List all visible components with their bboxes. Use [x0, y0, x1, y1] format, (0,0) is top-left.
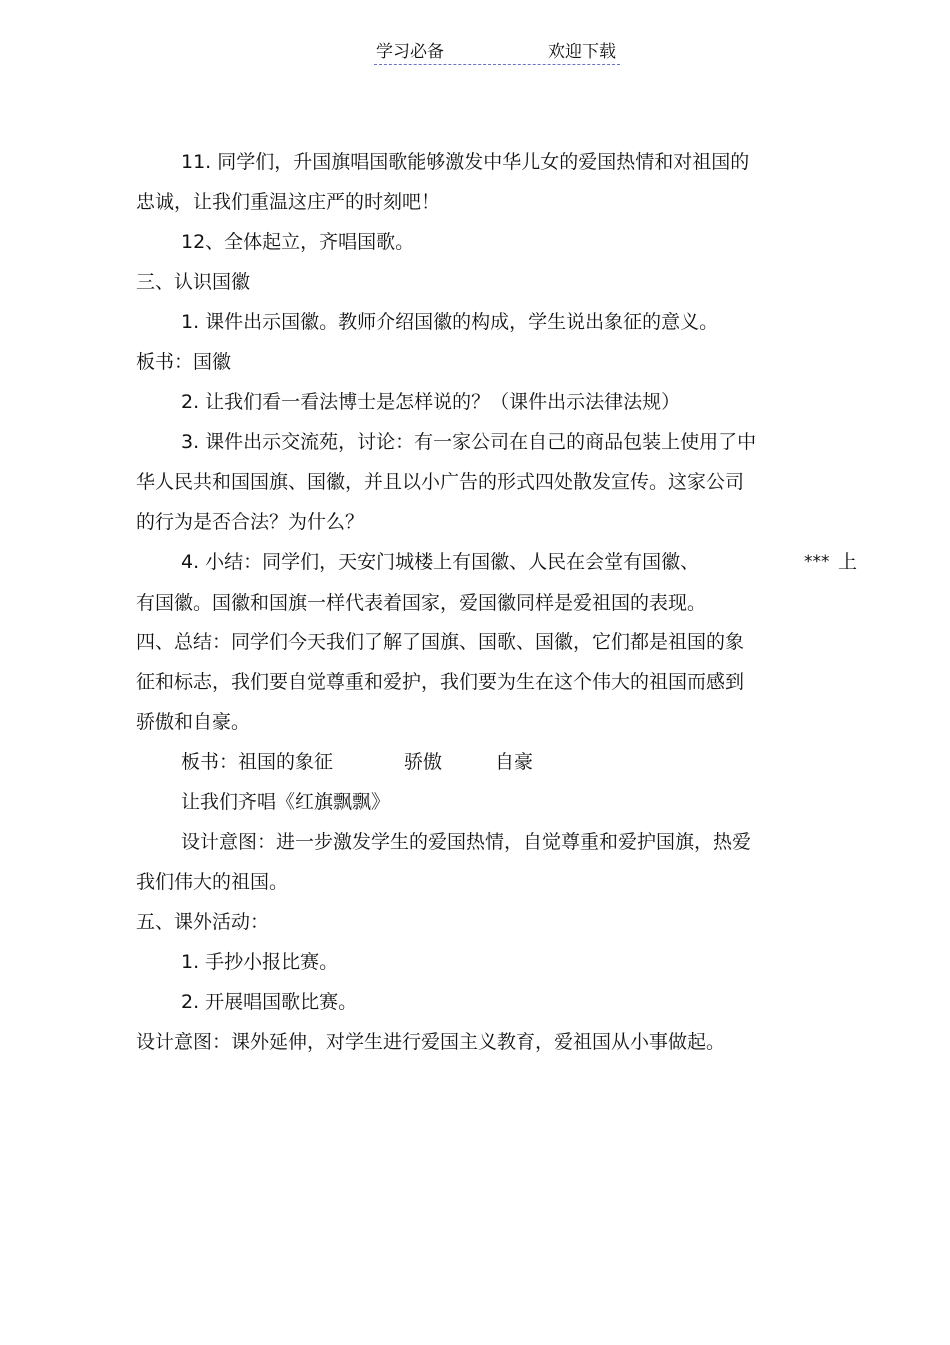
paragraph-line: 2. 开展唱国歌比赛。 [181, 991, 358, 1013]
board-note: 板书：祖国的象征 [181, 751, 334, 773]
paragraph-line: 11. 同学们，升国旗唱国歌能够激发中华儿女的爱国热情和对祖国的 [181, 151, 750, 173]
paragraph-line: 让我们齐唱《红旗飘飘》 [181, 791, 391, 813]
section-heading: 四、总结：同学们今天我们了解了国旗、国歌、国徽，它们都是祖国的象 [136, 631, 745, 653]
paragraph-line: 的行为是否合法？为什么？ [136, 511, 365, 533]
paragraph-line: 有国徽。国徽和国旗一样代表着国家，爱国徽同样是爱祖国的表现。 [136, 592, 707, 614]
paragraph-line: 设计意图：进一步激发学生的爱国热情，自觉尊重和爱护国旗，热爱 [181, 831, 752, 853]
page-header [374, 42, 620, 65]
paragraph-line: 4. 小结：同学们，天安门城楼上有国徽、人民在会堂有国徽、 [181, 551, 700, 573]
board-note-word: 骄傲 [404, 751, 443, 773]
section-heading: 三、认识国徽 [136, 271, 251, 293]
paragraph-line: 华人民共和国国旗、国徽，并且以小广告的形式四处散发宣传。这家公司 [136, 471, 745, 493]
redacted-text: *** [804, 552, 830, 572]
paragraph-line: 板书：国徽 [136, 351, 232, 373]
paragraph-line-tail: 上 [838, 551, 858, 573]
paragraph-line: 我们伟大的祖国。 [136, 871, 289, 893]
paragraph-line: 征和标志，我们要自觉尊重和爱护，我们要为生在这个伟大的祖国而感到 [136, 671, 745, 693]
section-heading: 五、课外活动： [136, 911, 270, 933]
paragraph-line: 1. 手抄小报比赛。 [181, 951, 339, 973]
paragraph-line: 2. 让我们看一看法博士是怎样说的？（课件出示法律法规） [181, 391, 681, 413]
paragraph-line: 设计意图：课外延伸，对学生进行爱国主义教育，爱祖国从小事做起。 [136, 1031, 726, 1053]
paragraph-line: 3. 课件出示交流苑，讨论：有一家公司在自己的商品包装上使用了中 [181, 431, 757, 453]
paragraph-line: 忠诚，让我们重温这庄严的时刻吧！ [136, 191, 441, 213]
header-right-text: 欢迎下载 [548, 42, 616, 62]
header-left-text: 学习必备 [376, 42, 444, 62]
paragraph-line: 1. 课件出示国徽。教师介绍国徽的构成，学生说出象征的意义。 [181, 311, 719, 333]
paragraph-line: 骄傲和自豪。 [136, 711, 251, 733]
board-note-word: 自豪 [495, 751, 534, 773]
paragraph-line: 12、全体起立，齐唱国歌。 [181, 231, 415, 253]
